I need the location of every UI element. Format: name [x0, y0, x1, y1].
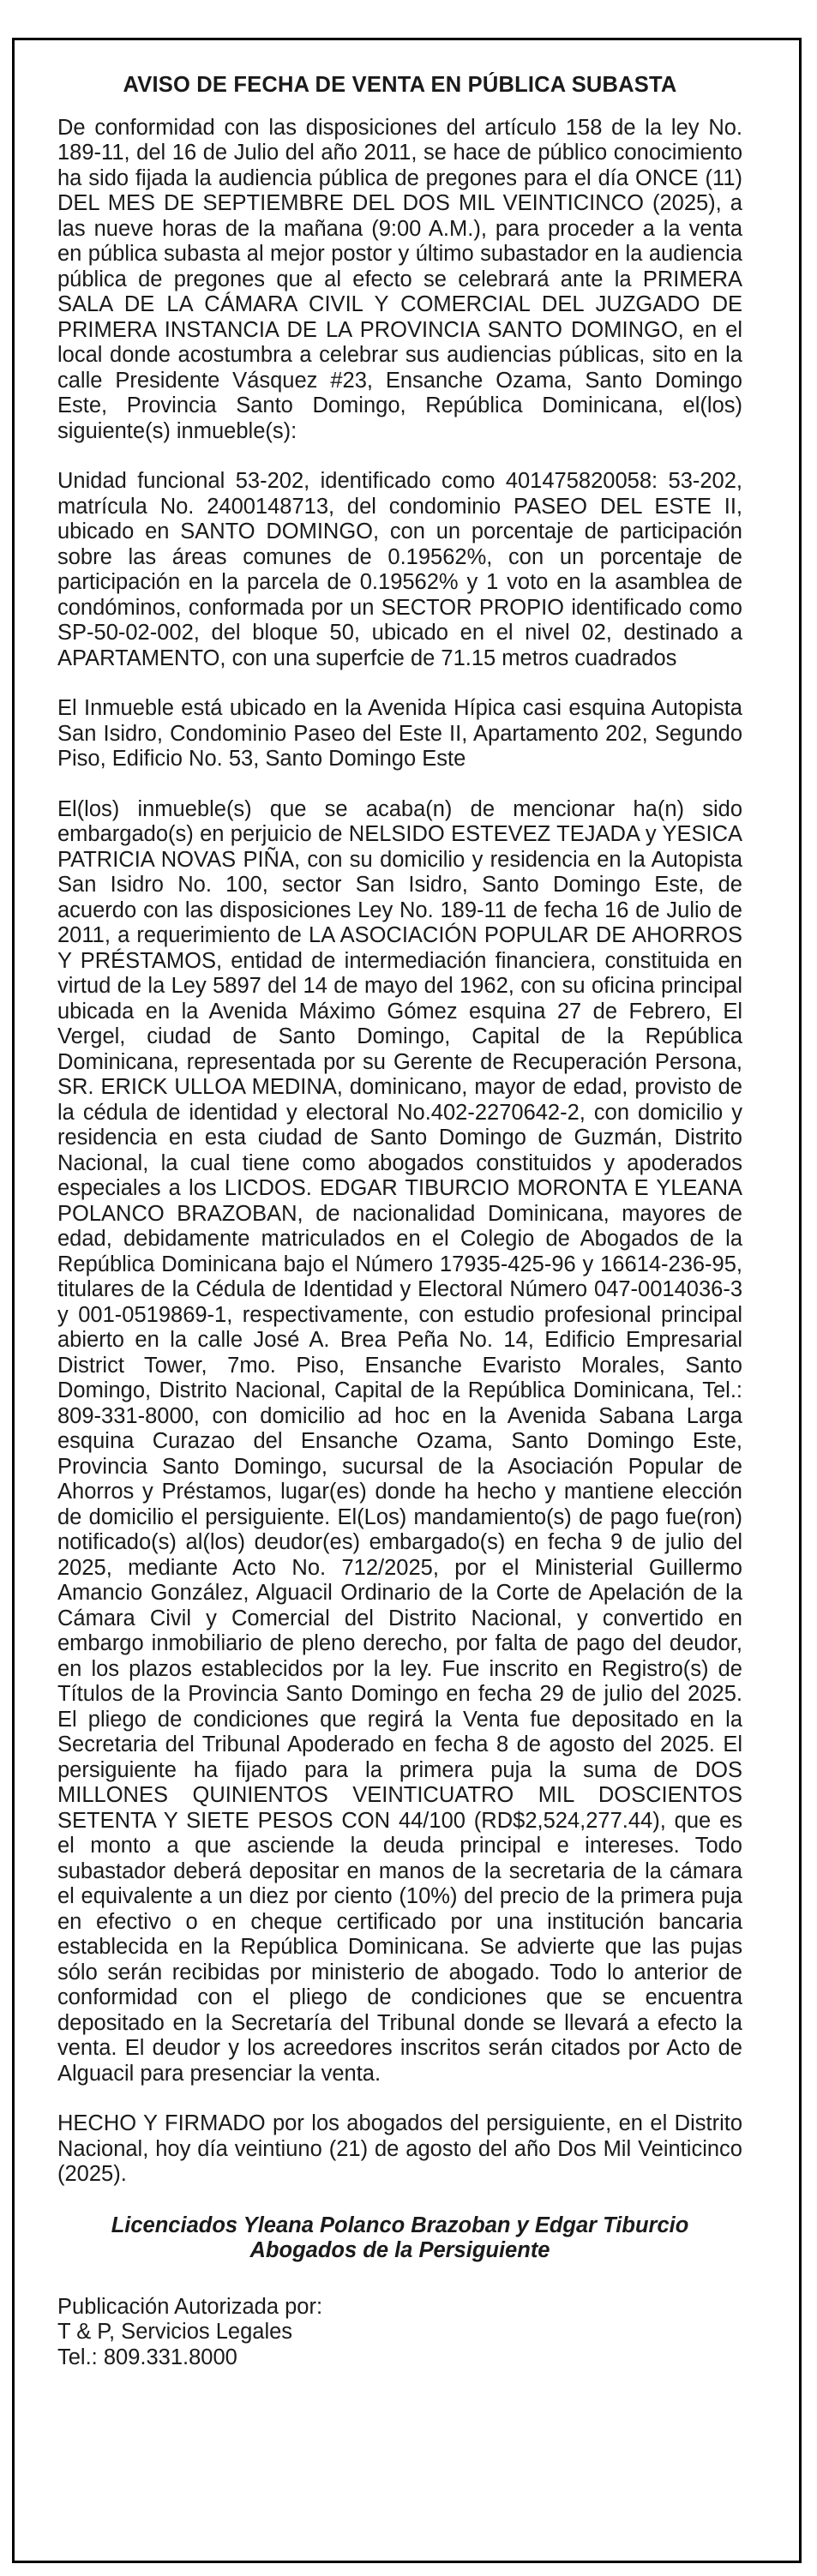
footer-authorized-by: Publicación Autorizada por:	[57, 2294, 323, 2319]
signers-names: Licenciados Yleana Polanco Brazoban y Edgar Tiburcio	[111, 2213, 689, 2237]
footer-phone: Tel.: 809.331.8000	[57, 2345, 237, 2369]
notice-frame	[12, 38, 802, 2563]
signers-block	[57, 2213, 742, 2264]
paragraph-hearing-date: De conformidad con las disposiciones del artículo 158 de la ley No. 189-11, del 16 de Julio del año 2011, se hace de público conocimiento ha sido fijada la audiencia pública de pregones para el día ONCE (11) DEL MES DE SEPTIEMBRE DEL DOS MIL VEINTICINCO (2025), a las nueve horas de la mañana (9:00 A.M.), para proceder a la venta en pública subasta al mejor postor y último subastador en la audiencia pública de pregones que al efecto se celebrará ante la PRIMERA SALA DE LA CÁMARA CIVIL Y COMERCIAL DEL JUZGADO DE PRIMERA INSTANCIA DE LA PROVINCIA SANTO DOMINGO, en el local donde acostumbra a celebrar sus audiencias públicas, sito en la calle Presidente Vásquez #23, Ensanche Ozama, Santo Domingo Este, Provincia Santo Domingo, República Dominicana, el(los) siguiente(s) inmueble(s):	[57, 115, 742, 443]
paragraph-property-location: El Inmueble está ubicado en la Avenida Hípica casi esquina Autopista San Isidro, Condominio Paseo del Este II, Apartamento 202, Segundo Piso, Edificio No. 53, Santo Domingo Este	[57, 696, 742, 771]
publication-footer	[57, 2295, 742, 2371]
signers-role: Abogados de la Persiguiente	[249, 2238, 550, 2262]
paragraph-property-unit: Unidad funcional 53-202, identificado como 401475820058: 53-202, matrícula No. 2400148713, del condominio PASEO DEL ESTE II, ubicado en SANTO DOMINGO, con un porcentaje de participación sobre las áreas comunes de 0.19562%, con un porcentaje de participación en la parcela de 0.19562% y 1 voto en la asamblea de condóminos, conformada por un SECTOR PROPIO identificado como SP-50-02-002, del bloque 50, ubicado en el nivel 02, destinado a APARTAMENTO, con una superfcie de 71.15 metros cuadrados	[57, 469, 742, 670]
footer-company: T & P, Servicios Legales	[57, 2320, 293, 2344]
notice-title: AVISO DE FECHA DE VENTA EN PÚBLICA SUBASTA	[123, 73, 677, 97]
paragraph-seizure-details: El(los) inmueble(s) que se acaba(n) de mencionar ha(n) sido embargado(s) en perjuicio de NELSIDO ESTEVEZ TEJADA y YESICA PATRICIA NOVAS PIÑA, con su domicilio y residencia en la Autopista San Isidro No. 100, sector San Isidro, Santo Domingo Este, de acuerdo con las disposiciones Ley No. 189-11 de fecha 16 de Julio de 2011, a requerimiento de LA ASOCIACIÓN POPULAR DE AHORROS Y PRÉSTAMOS, entidad de intermediación financiera, constituida en virtud de la Ley 5897 del 14 de mayo del 1962, con su oficina principal ubicada en la Avenida Máximo Gómez esquina 27 de Febrero, El Vergel, ciudad de Santo Domingo, Capital de la República Dominicana, representada por su Gerente de Recuperación Persona, SR. ERICK ULLOA MEDINA, dominicano, mayor de edad, provisto de la cédula de identidad y electoral No.402-2270642-2, con domicilio y residencia en esta ciudad de Santo Domingo de Guzmán, Distrito Nacional, la cual tiene como abogados constituidos y apoderados especiales a los LICDOS. EDGAR TIBURCIO MORONTA E YLEANA POLANCO BRAZOBAN, de nacionalidad Dominicana, mayores de edad, debidamente matriculados en el Colegio de Abogados de la República Dominicana bajo el Número 17935-425-96 y 16614-236-95, titulares de la Cédula de Identidad y Electoral Número 047-0014036-3 y 001-0519869-1, respectivamente, con estudio profesional principal abierto en la calle José A. Brea Peña No. 14, Edificio Empresarial District Tower, 7mo. Piso, Ensanche Evaristo Morales, Santo Domingo, Distrito Nacional, Capital de la República Dominicana, Tel.: 809-331-8000, con domicilio ad hoc en la Avenida Sabana Larga esquina Curazao del Ensanche Ozama, Santo Domingo Este, Provincia Santo Domingo, sucursal de la Asociación Popular de Ahorros y Préstamos, lugar(es) donde ha hecho y mantiene elección de domicilio el persiguiente. El(Los) mandamiento(s) de pago fue(ron) notificado(s) al(los) deudor(es) embargado(s) en fecha 9 de julio del 2025, mediante Acto No. 712/2025, por el Ministerial Guillermo Amancio González, Alguacil Ordinario de la Corte de Apelación de la Cámara Civil y Comercial del Distrito Nacional, y convertido en embargo inmobiliario de pleno derecho, por falta de pago del deudor, en los plazos establecidos por la ley. Fue inscrito en Registro(s) de Títulos de la Provincia Santo Domingo en fecha 29 de julio del 2025. El pliego de condiciones que regirá la Venta fue depositado en la Secretaria del Tribunal Apoderado en fecha 8 de agosto del 2025. El persiguiente ha fijado para la primera puja la suma de DOS MILLONES QUINIENTOS VEINTICUATRO MIL DOSCIENTOS SETENTA Y SIETE PESOS CON 44/100 (RD$2,524,277.44), que es el monto a que asciende la deuda principal e intereses. Todo subastador deberá depositar en manos de la secretaria de la cámara el equivalente a un diez por ciento (10%) del precio de la primera puja en efectivo o en cheque certificado por una institución bancaria establecida en la República Dominicana. Se advierte que las pujas sólo serán recibidas por ministerio de abogado. Todo lo anterior de conformidad con el pliego de condiciones que se encuentra depositado en la Secretaría del Tribunal donde se llevará a efecto la venta. El deudor y los acreedores inscritos serán citados por Acto de Alguacil para presenciar la venta.	[57, 796, 742, 2086]
paragraph-signed: HECHO Y FIRMADO por los abogados del persiguiente, en el Distrito Nacional, hoy día veintiuno (21) de agosto del año Dos Mil Veinticinco (2025).	[57, 2111, 742, 2186]
